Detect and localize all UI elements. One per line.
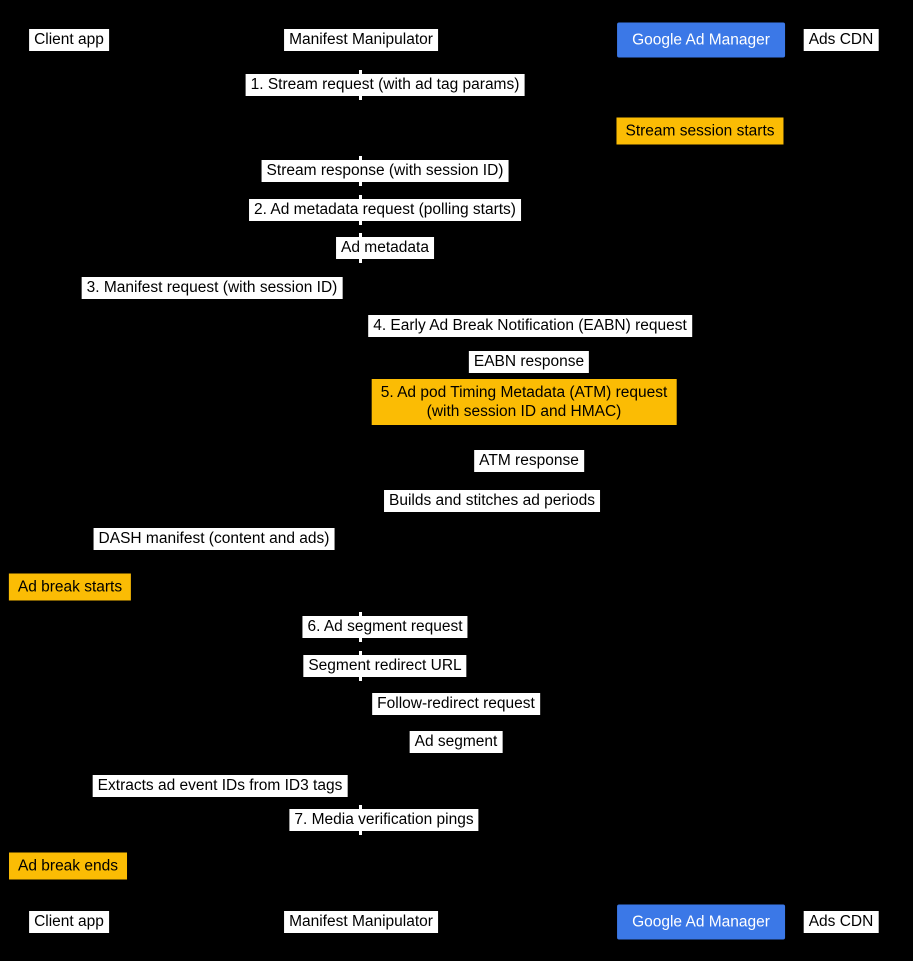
message-label-6: 4. Early Ad Break Notification (EABN) request	[368, 315, 692, 337]
actor-client-app-bottom: Client app	[29, 911, 109, 933]
actor-manifest-manipulator-top: Manifest Manipulator	[284, 29, 438, 51]
lifeline-tick	[359, 96, 362, 100]
lifeline-tick	[359, 70, 362, 74]
note-line: 5. Ad pod Timing Metadata (ATM) request	[380, 384, 668, 401]
lifeline-tick	[359, 259, 362, 263]
message-label-3: 2. Ad metadata request (polling starts)	[249, 199, 521, 221]
note-label-19	[9, 853, 127, 880]
message-label-17: Extracts ad event IDs from ID3 tags	[93, 775, 348, 797]
message-label-13: 6. Ad segment request	[302, 616, 467, 638]
lifeline-tick	[359, 182, 362, 186]
lifeline-tick	[359, 805, 362, 809]
message-label-15: Follow-redirect request	[372, 693, 540, 715]
note-label-1	[616, 118, 783, 145]
lifeline-tick	[359, 156, 362, 160]
actor-google-ad-manager-top: Google Ad Manager	[617, 23, 785, 58]
message-label-2: Stream response (with session ID)	[262, 160, 509, 182]
actor-ads-cdn-bottom: Ads CDN	[804, 911, 879, 933]
note-label-8	[372, 379, 677, 425]
lifeline-tick	[359, 195, 362, 199]
lifeline-tick	[359, 651, 362, 655]
lifeline-tick	[359, 221, 362, 225]
message-label-0: 1. Stream request (with ad tag params)	[246, 74, 525, 96]
message-label-9: ATM response	[474, 450, 584, 472]
message-label-5: 3. Manifest request (with session ID)	[82, 277, 343, 299]
actor-google-ad-manager-bottom: Google Ad Manager	[617, 905, 785, 940]
actor-client-app-top: Client app	[29, 29, 109, 51]
lifeline-tick	[359, 831, 362, 835]
lifeline-tick	[359, 677, 362, 681]
lifeline-tick	[359, 233, 362, 237]
message-label-7: EABN response	[469, 351, 589, 373]
message-label-11: DASH manifest (content and ads)	[94, 528, 335, 550]
note-label-12	[9, 574, 131, 601]
note-line: (with session ID and HMAC)	[426, 403, 622, 420]
lifeline-tick	[359, 638, 362, 642]
message-label-10: Builds and stitches ad periods	[384, 490, 600, 512]
note-line: Ad break starts	[17, 578, 123, 596]
message-label-4: Ad metadata	[336, 237, 434, 259]
actor-ads-cdn-top: Ads CDN	[804, 29, 879, 51]
note-line: Ad break ends	[18, 857, 118, 875]
lifeline-tick	[359, 612, 362, 616]
message-label-14: Segment redirect URL	[303, 655, 466, 677]
message-label-18: 7. Media verification pings	[289, 809, 478, 831]
actor-manifest-manipulator-bottom: Manifest Manipulator	[284, 911, 438, 933]
message-label-16: Ad segment	[410, 731, 503, 753]
note-line: Stream session starts	[625, 122, 775, 140]
